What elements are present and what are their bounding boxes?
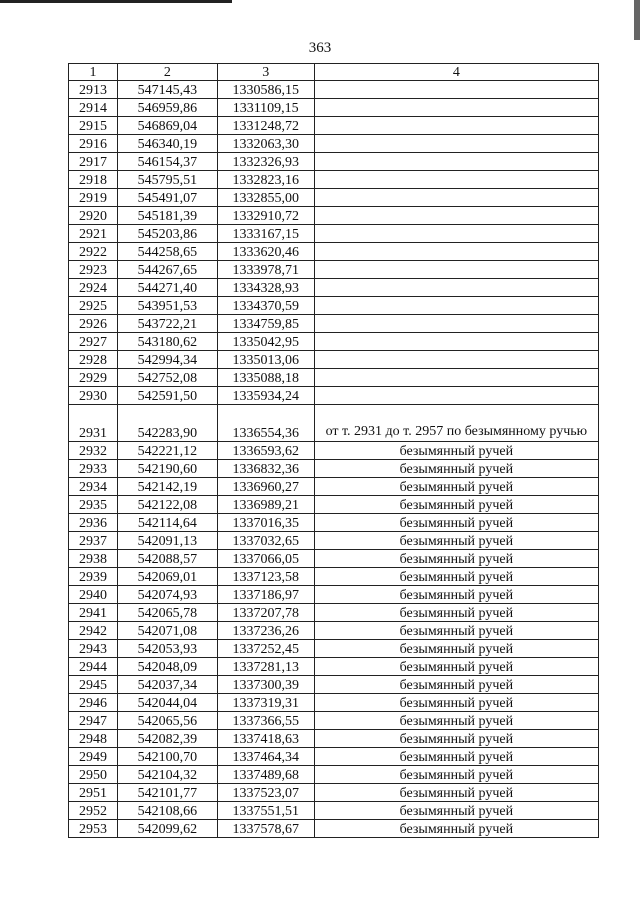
description-cell: [314, 117, 598, 135]
table-row: [69, 586, 599, 604]
description-cell: безымянный ручей: [314, 622, 598, 640]
x-coordinate-cell: 545203,86: [117, 225, 217, 243]
description-cell: безымянный ручей: [314, 802, 598, 820]
description-cell: [314, 189, 598, 207]
point-number-cell: 2913: [69, 81, 118, 99]
point-number-cell: 2945: [69, 676, 118, 694]
y-coordinate-cell: 1335042,95: [217, 333, 314, 351]
y-coordinate-cell: 1334370,59: [217, 297, 314, 315]
y-coordinate-cell: 1331248,72: [217, 117, 314, 135]
x-coordinate-cell: 543722,21: [117, 315, 217, 333]
point-number-cell: 2933: [69, 460, 118, 478]
table-row: [69, 712, 599, 730]
y-coordinate-cell: 1332855,00: [217, 189, 314, 207]
point-number-cell: 2937: [69, 532, 118, 550]
x-coordinate-cell: 542037,34: [117, 676, 217, 694]
column-header: 2: [117, 64, 217, 81]
x-coordinate-cell: 542099,62: [117, 820, 217, 838]
x-coordinate-cell: 545491,07: [117, 189, 217, 207]
y-coordinate-cell: 1332326,93: [217, 153, 314, 171]
point-number-cell: 2952: [69, 802, 118, 820]
table-row: [69, 135, 599, 153]
description-cell: безымянный ручей: [314, 550, 598, 568]
point-number-cell: 2935: [69, 496, 118, 514]
y-coordinate-cell: 1337489,68: [217, 766, 314, 784]
x-coordinate-cell: 544267,65: [117, 261, 217, 279]
y-coordinate-cell: 1337418,63: [217, 730, 314, 748]
description-cell: [314, 207, 598, 225]
table-row: [69, 550, 599, 568]
y-coordinate-cell: 1337319,31: [217, 694, 314, 712]
x-coordinate-cell: 542044,04: [117, 694, 217, 712]
x-coordinate-cell: 542104,32: [117, 766, 217, 784]
point-number-cell: 2944: [69, 658, 118, 676]
description-cell: безымянный ручей: [314, 496, 598, 514]
x-coordinate-cell: 542091,13: [117, 532, 217, 550]
description-cell: [314, 351, 598, 369]
y-coordinate-cell: 1337578,67: [217, 820, 314, 838]
point-number-cell: 2936: [69, 514, 118, 532]
description-cell: [314, 405, 598, 442]
y-coordinate-cell: 1336989,21: [217, 496, 314, 514]
point-number-cell: 2953: [69, 820, 118, 838]
y-coordinate-cell: 1336593,62: [217, 442, 314, 460]
table-row: [69, 604, 599, 622]
x-coordinate-cell: 542100,70: [117, 748, 217, 766]
y-coordinate-cell: 1332063,30: [217, 135, 314, 153]
column-header: 1: [69, 64, 118, 81]
table-row: [69, 802, 599, 820]
table-row: [69, 460, 599, 478]
point-number-cell: 2934: [69, 478, 118, 496]
point-number-cell: 2914: [69, 99, 118, 117]
table-row: [69, 730, 599, 748]
table-row: [69, 496, 599, 514]
table-row: [69, 333, 599, 351]
description-text: от т. 2931 до т. 2957 по безымянному ручью: [325, 424, 588, 439]
point-number-cell: 2918: [69, 171, 118, 189]
y-coordinate-cell: 1332910,72: [217, 207, 314, 225]
point-number-cell: 2921: [69, 225, 118, 243]
point-number-cell: 2920: [69, 207, 118, 225]
x-coordinate-cell: 542048,09: [117, 658, 217, 676]
y-coordinate-cell: 1337066,05: [217, 550, 314, 568]
description-cell: безымянный ручей: [314, 820, 598, 838]
point-number-cell: 2950: [69, 766, 118, 784]
description-cell: безымянный ручей: [314, 730, 598, 748]
y-coordinate-cell: 1337252,45: [217, 640, 314, 658]
y-coordinate-cell: 1330586,15: [217, 81, 314, 99]
description-cell: [314, 369, 598, 387]
y-coordinate-cell: 1336960,27: [217, 478, 314, 496]
y-coordinate-cell: 1337464,34: [217, 748, 314, 766]
table-row: [69, 478, 599, 496]
y-coordinate-cell: 1334328,93: [217, 279, 314, 297]
x-coordinate-cell: 545181,39: [117, 207, 217, 225]
point-number-cell: 2943: [69, 640, 118, 658]
table-row: [69, 171, 599, 189]
y-coordinate-cell: 1333620,46: [217, 243, 314, 261]
table-row: [69, 261, 599, 279]
table-row: [69, 189, 599, 207]
y-coordinate-cell: 1337236,26: [217, 622, 314, 640]
column-header: 3: [217, 64, 314, 81]
scan-edge-mark: [634, 0, 640, 40]
x-coordinate-cell: 547145,43: [117, 81, 217, 99]
description-cell: [314, 171, 598, 189]
x-coordinate-cell: 546869,04: [117, 117, 217, 135]
x-coordinate-cell: 542088,57: [117, 550, 217, 568]
x-coordinate-cell: 545795,51: [117, 171, 217, 189]
point-number-cell: 2939: [69, 568, 118, 586]
table-row: [69, 622, 599, 640]
x-coordinate-cell: 546154,37: [117, 153, 217, 171]
y-coordinate-cell: 1334759,85: [217, 315, 314, 333]
coordinates-table: [68, 63, 599, 838]
point-number-cell: 2924: [69, 279, 118, 297]
table-row: [69, 351, 599, 369]
description-cell: безымянный ручей: [314, 442, 598, 460]
y-coordinate-cell: 1336554,36: [217, 405, 314, 442]
x-coordinate-cell: 546340,19: [117, 135, 217, 153]
x-coordinate-cell: 542053,93: [117, 640, 217, 658]
point-number-cell: 2922: [69, 243, 118, 261]
x-coordinate-cell: 542591,50: [117, 387, 217, 405]
x-coordinate-cell: 542283,90: [117, 405, 217, 442]
y-coordinate-cell: 1337032,65: [217, 532, 314, 550]
point-number-cell: 2946: [69, 694, 118, 712]
point-number-cell: 2926: [69, 315, 118, 333]
description-cell: [314, 225, 598, 243]
description-cell: безымянный ручей: [314, 460, 598, 478]
description-cell: безымянный ручей: [314, 766, 598, 784]
point-number-cell: 2915: [69, 117, 118, 135]
table-row: [69, 315, 599, 333]
description-cell: безымянный ручей: [314, 532, 598, 550]
table-row: [69, 820, 599, 838]
table-row: [69, 568, 599, 586]
point-number-cell: 2923: [69, 261, 118, 279]
table-row: [69, 405, 599, 442]
table-header-row: [69, 64, 599, 81]
y-coordinate-cell: 1337300,39: [217, 676, 314, 694]
point-number-cell: 2932: [69, 442, 118, 460]
x-coordinate-cell: 542190,60: [117, 460, 217, 478]
description-cell: [314, 279, 598, 297]
table-row: [69, 117, 599, 135]
description-cell: безымянный ручей: [314, 658, 598, 676]
description-cell: безымянный ручей: [314, 586, 598, 604]
point-number-cell: 2927: [69, 333, 118, 351]
y-coordinate-cell: 1337551,51: [217, 802, 314, 820]
table-row: [69, 99, 599, 117]
y-coordinate-cell: 1333167,15: [217, 225, 314, 243]
description-cell: безымянный ручей: [314, 604, 598, 622]
x-coordinate-cell: 544258,65: [117, 243, 217, 261]
x-coordinate-cell: 542108,66: [117, 802, 217, 820]
x-coordinate-cell: 546959,86: [117, 99, 217, 117]
x-coordinate-cell: 542071,08: [117, 622, 217, 640]
x-coordinate-cell: 542069,01: [117, 568, 217, 586]
description-cell: [314, 99, 598, 117]
table-row: [69, 297, 599, 315]
y-coordinate-cell: 1337123,58: [217, 568, 314, 586]
x-coordinate-cell: 542752,08: [117, 369, 217, 387]
description-cell: безымянный ручей: [314, 478, 598, 496]
description-cell: безымянный ручей: [314, 514, 598, 532]
y-coordinate-cell: 1337281,13: [217, 658, 314, 676]
x-coordinate-cell: 542122,08: [117, 496, 217, 514]
point-number-cell: 2948: [69, 730, 118, 748]
column-header: 4: [314, 64, 598, 81]
y-coordinate-cell: 1336832,36: [217, 460, 314, 478]
x-coordinate-cell: 542065,78: [117, 604, 217, 622]
point-number-cell: 2949: [69, 748, 118, 766]
x-coordinate-cell: 544271,40: [117, 279, 217, 297]
x-coordinate-cell: 542114,64: [117, 514, 217, 532]
x-coordinate-cell: 542065,56: [117, 712, 217, 730]
point-number-cell: 2930: [69, 387, 118, 405]
x-coordinate-cell: 543180,62: [117, 333, 217, 351]
x-coordinate-cell: 542142,19: [117, 478, 217, 496]
description-cell: безымянный ручей: [314, 748, 598, 766]
description-cell: [314, 243, 598, 261]
table-row: [69, 676, 599, 694]
point-number-cell: 2919: [69, 189, 118, 207]
table-row: [69, 766, 599, 784]
point-number-cell: 2917: [69, 153, 118, 171]
point-number-cell: 2916: [69, 135, 118, 153]
x-coordinate-cell: 542221,12: [117, 442, 217, 460]
y-coordinate-cell: 1337186,97: [217, 586, 314, 604]
x-coordinate-cell: 543951,53: [117, 297, 217, 315]
point-number-cell: 2929: [69, 369, 118, 387]
page-number: 363: [308, 40, 332, 56]
x-coordinate-cell: 542994,34: [117, 351, 217, 369]
table-row: [69, 514, 599, 532]
table-row: [69, 748, 599, 766]
description-cell: [314, 153, 598, 171]
table-row: [69, 207, 599, 225]
x-coordinate-cell: 542074,93: [117, 586, 217, 604]
y-coordinate-cell: 1337207,78: [217, 604, 314, 622]
y-coordinate-cell: 1337016,35: [217, 514, 314, 532]
point-number-cell: 2941: [69, 604, 118, 622]
table-row: [69, 442, 599, 460]
point-number-cell: 2928: [69, 351, 118, 369]
point-number-cell: 2942: [69, 622, 118, 640]
description-cell: [314, 297, 598, 315]
y-coordinate-cell: 1337366,55: [217, 712, 314, 730]
point-number-cell: 2940: [69, 586, 118, 604]
table-row: [69, 243, 599, 261]
table-row: [69, 784, 599, 802]
table-row: [69, 532, 599, 550]
x-coordinate-cell: 542101,77: [117, 784, 217, 802]
table-row: [69, 369, 599, 387]
description-cell: безымянный ручей: [314, 784, 598, 802]
y-coordinate-cell: 1337523,07: [217, 784, 314, 802]
description-cell: безымянный ручей: [314, 568, 598, 586]
description-cell: безымянный ручей: [314, 676, 598, 694]
description-cell: [314, 81, 598, 99]
point-number-cell: 2938: [69, 550, 118, 568]
point-number-cell: 2925: [69, 297, 118, 315]
table-row: [69, 658, 599, 676]
point-number-cell: 2947: [69, 712, 118, 730]
point-number-cell: 2951: [69, 784, 118, 802]
table-row: [69, 694, 599, 712]
description-cell: безымянный ручей: [314, 712, 598, 730]
table-row: [69, 640, 599, 658]
description-cell: [314, 387, 598, 405]
description-cell: [314, 333, 598, 351]
description-cell: [314, 135, 598, 153]
x-coordinate-cell: 542082,39: [117, 730, 217, 748]
y-coordinate-cell: 1332823,16: [217, 171, 314, 189]
table-row: [69, 225, 599, 243]
y-coordinate-cell: 1335013,06: [217, 351, 314, 369]
y-coordinate-cell: 1335088,18: [217, 369, 314, 387]
y-coordinate-cell: 1331109,15: [217, 99, 314, 117]
table-row: [69, 387, 599, 405]
table-row: [69, 81, 599, 99]
y-coordinate-cell: 1333978,71: [217, 261, 314, 279]
description-cell: [314, 261, 598, 279]
y-coordinate-cell: 1335934,24: [217, 387, 314, 405]
description-cell: [314, 315, 598, 333]
table-row: [69, 279, 599, 297]
description-cell: безымянный ручей: [314, 640, 598, 658]
table-row: [69, 153, 599, 171]
description-cell: безымянный ручей: [314, 694, 598, 712]
point-number-cell: 2931: [69, 405, 118, 442]
scan-edge-line: [0, 0, 232, 3]
